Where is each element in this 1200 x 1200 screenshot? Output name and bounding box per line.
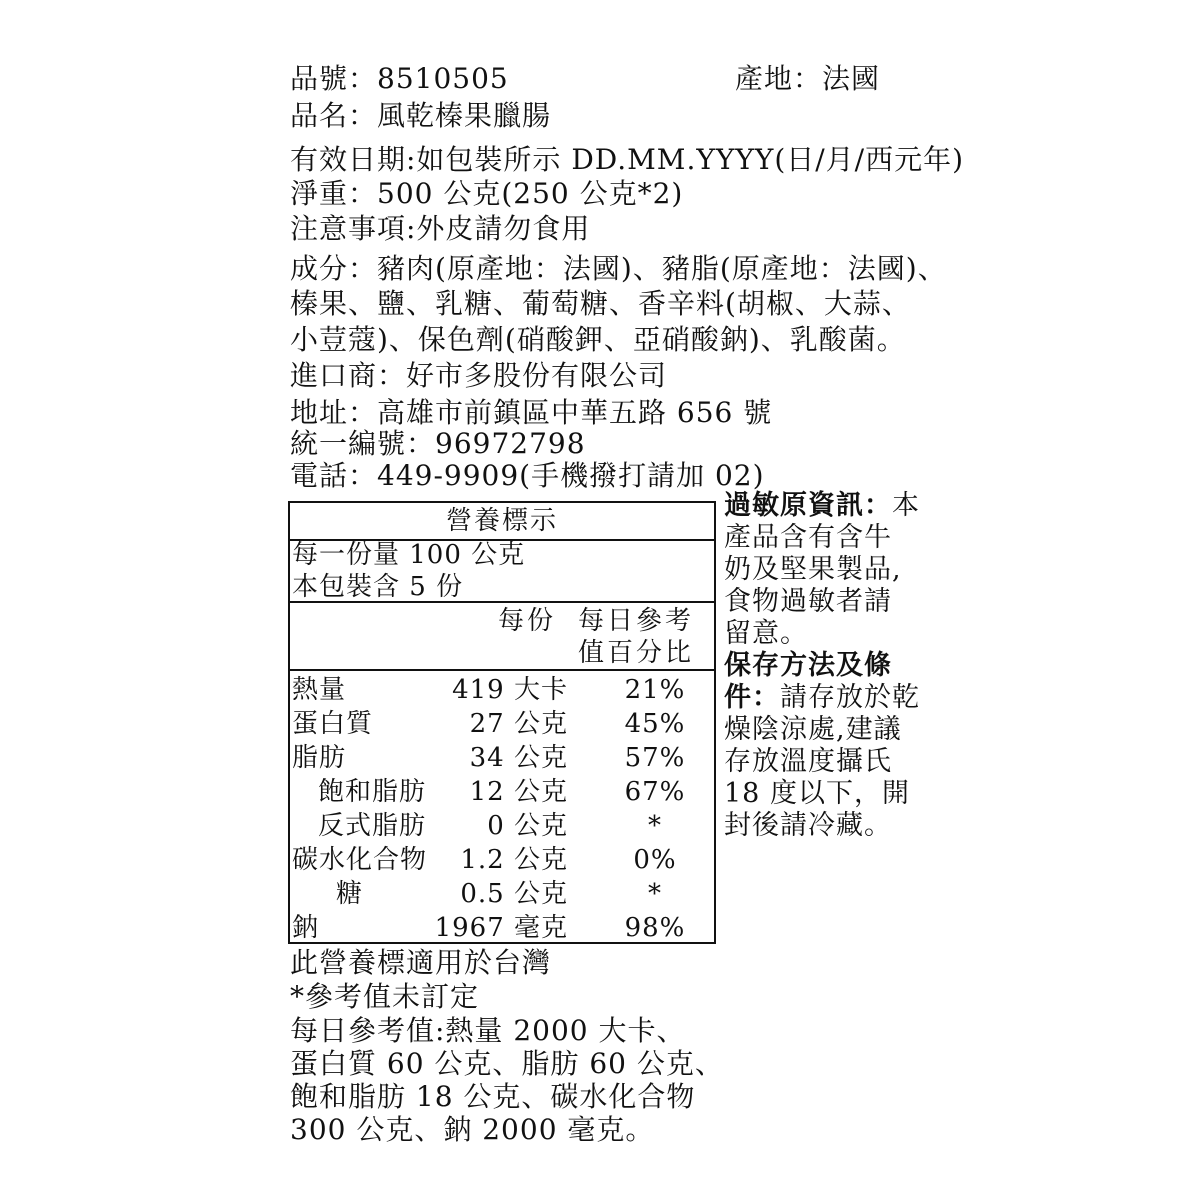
address: 地址：高雄市前鎮區中華五路 656 號: [290, 396, 773, 429]
daily-value-line: 300 公克、鈉 2000 毫克。: [290, 1113, 655, 1146]
daily-value-line: 蛋白質 60 公克、脂肪 60 公克、: [290, 1047, 724, 1080]
storage-line: 請存放於乾: [780, 682, 920, 713]
storage-info: [724, 650, 924, 842]
storage-heading: 件：: [724, 682, 780, 713]
asterisk-note: *參考值未訂定: [290, 980, 480, 1013]
nutrient-name: 蛋白質: [292, 709, 374, 739]
nutrient-amount: 34 公克: [469, 743, 568, 773]
nutrient-name: 飽和脂肪: [318, 777, 427, 807]
caution: 注意事項:外皮請勿食用: [290, 212, 591, 245]
nutrient-dv: 21%: [624, 675, 686, 705]
ingredients-line-1: 成分：豬肉(原產地：法國)、豬脂(原產地：法國)、: [290, 252, 947, 285]
allergen-line: 奶及堅果製品,: [724, 554, 902, 585]
ingredients-line-2: 榛果、鹽、乳糖、葡萄糖、香辛料(胡椒、大蒜、: [290, 287, 911, 320]
col-daily-value-2: 值百分比: [578, 638, 695, 668]
allergen-heading: 過敏原資訊：: [724, 490, 892, 521]
expiry-date: 有效日期:如包裝所示 DD.MM.YYYY(日/月/西元年): [290, 143, 965, 176]
nutrient-dv: 98%: [624, 913, 686, 943]
nutrient-amount: 0 公克: [487, 811, 568, 841]
nutrient-name: 反式脂肪: [318, 811, 427, 841]
ingredients-line-3: 小荳蔻)、保色劑(硝酸鉀、亞硝酸鈉)、乳酸菌。: [290, 323, 906, 356]
divider: [290, 601, 714, 603]
table-row: [290, 673, 714, 707]
storage-line: 封後請冷藏。: [724, 810, 892, 841]
net-weight: 淨重：500 公克(250 公克*2): [290, 177, 684, 210]
nutrient-amount: 419 大卡: [452, 675, 568, 705]
nutrition-title: 營養標示: [290, 503, 714, 541]
nutrient-name: 碳水化合物: [292, 845, 428, 875]
nutrient-dv: 45%: [624, 709, 686, 739]
table-row: [290, 911, 714, 945]
allergen-info: [724, 490, 924, 650]
serving-size: 每一份量 100 公克: [292, 540, 526, 570]
table-row: [290, 707, 714, 741]
nutrient-name: 鈉: [292, 913, 320, 943]
nutrient-name: 糖: [336, 879, 364, 909]
allergen-line: 本: [892, 490, 920, 521]
storage-line: 18 度以下，開: [724, 778, 910, 809]
table-row: [290, 809, 714, 843]
allergen-line: 產品含有含牛: [724, 522, 892, 553]
allergen-line: 留意。: [724, 618, 808, 649]
nutrient-dv: 0%: [633, 845, 677, 875]
nutrient-name: 熱量: [292, 675, 347, 705]
tax-id: 統一編號：96972798: [290, 427, 586, 460]
nutrient-dv: *: [648, 879, 662, 909]
table-row: [290, 877, 714, 911]
nutrient-amount: 12 公克: [469, 777, 568, 807]
daily-value-line: 飽和脂肪 18 公克、碳水化合物: [290, 1080, 696, 1113]
side-panel: [724, 490, 924, 842]
importer: 進口商：好市多股份有限公司: [290, 359, 668, 392]
nutrient-amount: 1.2 公克: [460, 845, 568, 875]
col-per-serving: 每份: [498, 606, 557, 636]
divider: [290, 669, 714, 671]
phone: 電話：449-9909(手機撥打請加 02): [290, 459, 765, 492]
nutrient-dv: *: [648, 811, 662, 841]
table-row: [290, 741, 714, 775]
nutrient-amount: 0.5 公克: [460, 879, 568, 909]
product-name: 品名：風乾榛果臘腸: [290, 99, 552, 132]
allergen-line: 食物過敏者請: [724, 586, 892, 617]
item-number: 品號：8510505: [290, 62, 509, 95]
origin: 產地：法國: [735, 62, 881, 95]
nutrition-table: [288, 501, 716, 944]
nutrient-amount: 1967 毫克: [434, 913, 568, 943]
servings-per-package: 本包裝含 5 份: [292, 572, 464, 602]
nutrient-dv: 57%: [624, 743, 686, 773]
storage-line: 燥陰涼處,建議: [724, 714, 902, 745]
applies-note: 此營養標適用於台灣: [290, 946, 552, 979]
daily-value-line: 每日參考值:熱量 2000 大卡、: [290, 1014, 686, 1047]
storage-heading: 保存方法及條: [724, 650, 892, 681]
storage-line: 存放溫度攝氏: [724, 746, 892, 777]
nutrient-amount: 27 公克: [469, 709, 568, 739]
col-daily-value-1: 每日參考: [578, 606, 695, 636]
table-row: [290, 775, 714, 809]
serving-info: [292, 539, 525, 603]
nutrient-name: 脂肪: [292, 743, 347, 773]
nutrient-dv: 67%: [624, 777, 686, 807]
table-row: [290, 843, 714, 877]
